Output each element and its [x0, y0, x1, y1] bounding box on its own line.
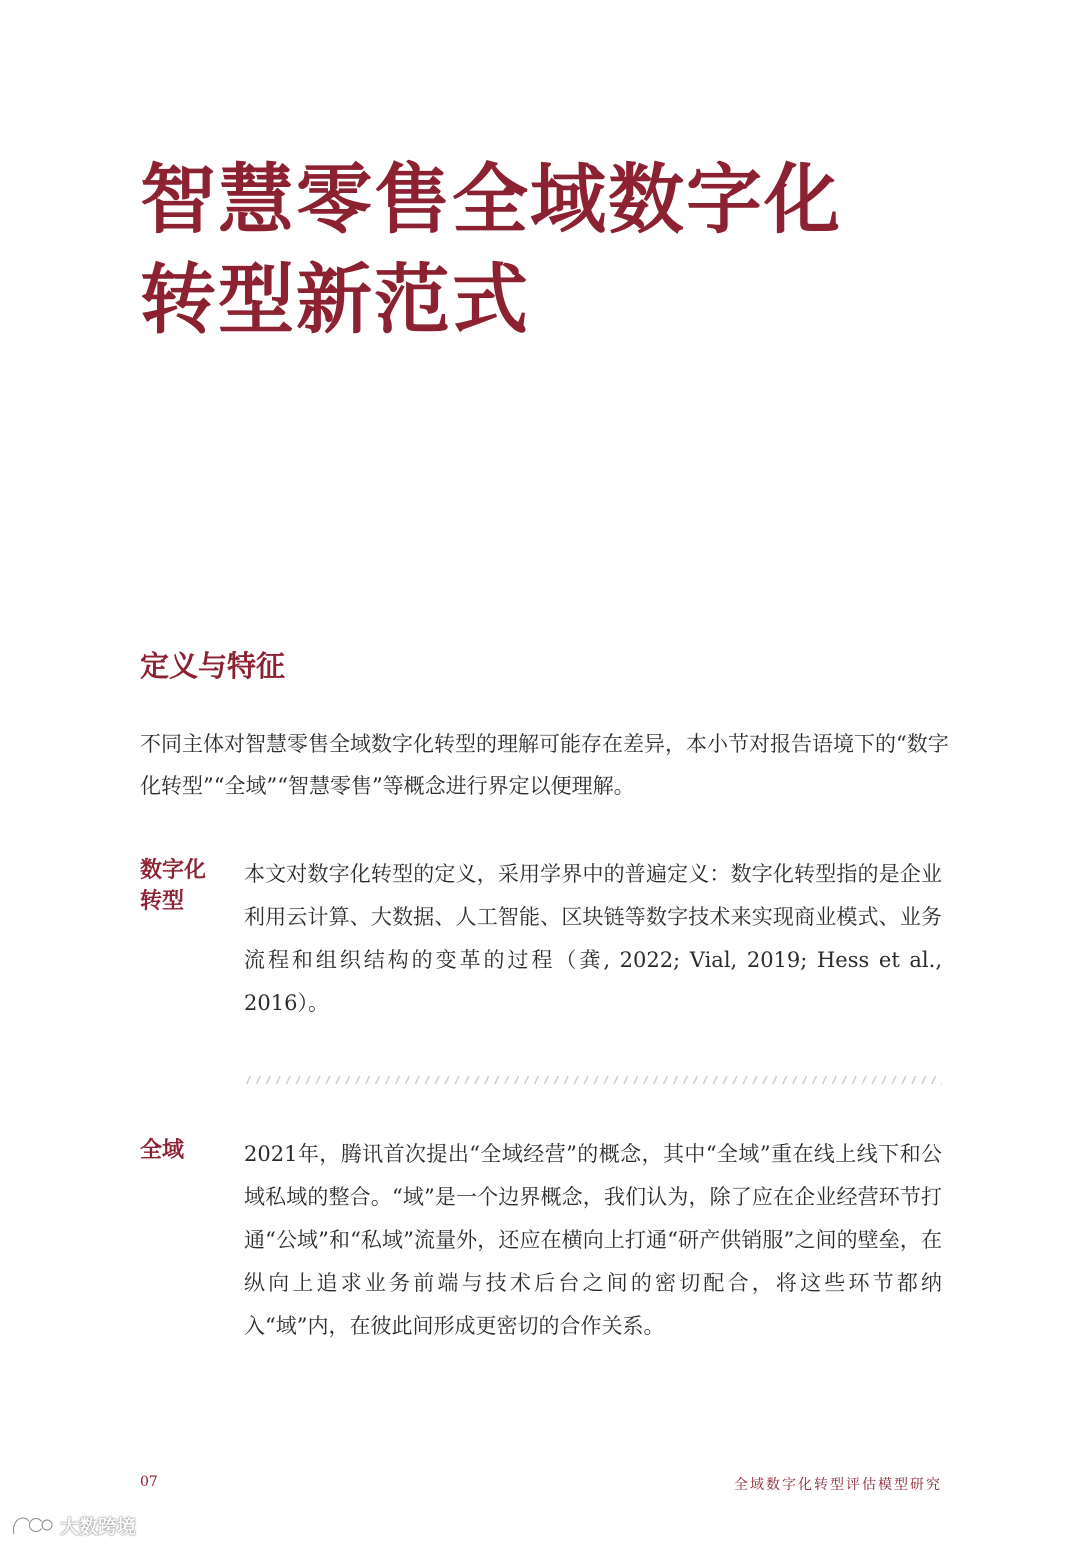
watermark: [10, 1510, 136, 1540]
term-label-line-1: 数字化: [140, 857, 207, 883]
page-number: 07: [140, 1474, 158, 1490]
page-title: [140, 150, 842, 350]
term-label: [140, 855, 220, 917]
watermark-text: 大数跨境: [60, 1515, 137, 1538]
term-body: 2021年，腾讯首次提出“全域经营”的概念，其中“全域”重在线上线下和公域私域的整合。“域”是一个边界概念，我们认为，除了应在企业经营环节打通“公域”和“私域”流量外，还应在横向上打通“研产供销服”之间的壁垒，在纵向上追求业务前端与技术后台之间的密切配合，将这些环节都纳入“域”内，在彼此间形成更密切的合作关系。: [244, 1142, 942, 1338]
dashed-divider: [244, 1076, 942, 1084]
page-title-line-1: 智慧零售全域数字化: [140, 155, 842, 244]
page-title-line-2: 转型新范式: [140, 255, 530, 344]
term-body: 本文对数字化转型的定义，采用学界中的普遍定义：数字化转型指的是企业利用云计算、大数据、人工智能、区块链等数字技术来实现商业模式、业务流程和组织结构的变革的过程（龚, 2022; Vial, 2019; Hess et al., 2016）。: [244, 862, 942, 1015]
term-definition-digital-transformation: [140, 855, 940, 1035]
term-label: 全域: [140, 1137, 185, 1163]
section-intro: 不同主体对智慧零售全域数字化转型的理解可能存在差异，本小节对报告语境下的“数字化转型”“全域”“智慧零售”等概念进行界定以便理解。: [140, 732, 949, 798]
footer-report-title: 全域数字化转型评估模型研究: [734, 1477, 942, 1493]
term-definition-full-domain: [140, 1135, 940, 1350]
section-heading: 定义与特征: [140, 649, 286, 683]
term-label-line-2: 转型: [140, 888, 185, 914]
logo-icon: [10, 1512, 54, 1538]
